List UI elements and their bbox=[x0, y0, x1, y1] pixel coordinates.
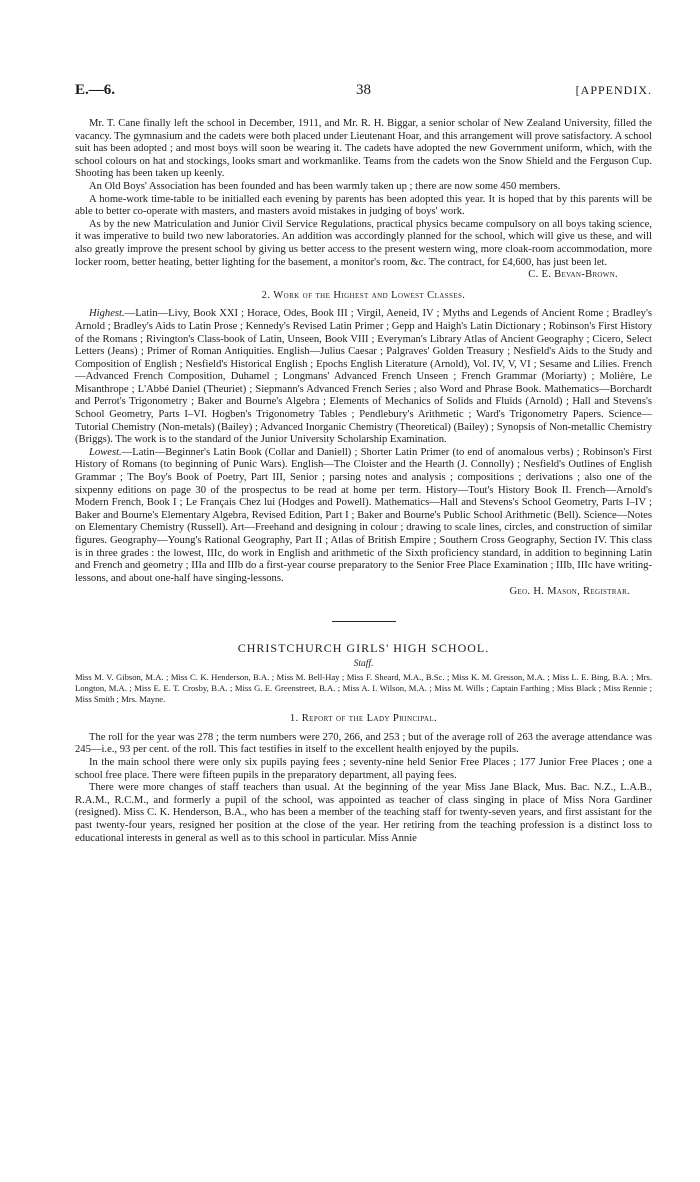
report-title: 1. Report of the Lady Principal. bbox=[289, 713, 438, 725]
registrar-signature: Geo. H. Mason, Registrar. bbox=[509, 586, 630, 598]
paragraph: A home-work time-table to be initialled each evening by parents has been adopted this year. It is hoped that by this parents will be able to better co-operate with masters, and masters avoid mistakes in judging of boys' work. bbox=[75, 193, 652, 218]
lowest-class-paragraph bbox=[75, 447, 652, 586]
page-header bbox=[75, 84, 652, 102]
classes-section bbox=[75, 290, 652, 599]
staff-heading: Staff. bbox=[353, 658, 374, 669]
page-number: 38 bbox=[356, 82, 371, 98]
girls-school-section bbox=[75, 642, 652, 845]
lowest-text: —Latin—Beginner's Latin Book (Collar and Daniell) ; Shorter Latin Primer (to end of anomalous verbs) ; Robinson's First History of Romans (to beginning of Punic Wars). English—The Cloister and the Hearth (J. Connolly) ; Nesfield's Outlines of English Grammar ; The Boy's Book of Poetry, Part III, Senior ; parsing notes and analysis ; compositions ; derivations ; also one of the sixpenny editions on page 30 of the prospectus to be read at home per term. History—Tout's History Book II. French—Arnold's Modern French, Book I ; Le Français Chez lui (Hodges and Powell). Mathematics—Hall and Stevens's School Geometry, Parts I–IV ; Baker and Bourne's Elementary Algebra, Revised Edition, Part I ; Baker and Bourne's Public School Arithmetic (Bell). Science—Notes on Elementary Chemistry (Russell). Art—Freehand and designing in colour ; drawing to scale lines, circles, and construction of similar figures. Geography—Young's Rational Geography, Part II ; Atlas of British Empire ; Southern Cross Geography, Section IV. This class is in three grades : the lowest, IIIc, do work in English and arithmetic of the Sixth proficiency standard, in addition to beginning Latin and French and geometry ; IIIa and IIIb do a first-year course preparatory to the Senior Free Place Examination ; IIIb, IIIc have writing-lessons, and about one-half have singing-lessons. bbox=[75, 446, 652, 584]
signature: C. E. Bevan-Brown. bbox=[528, 269, 618, 281]
page-body bbox=[75, 118, 652, 845]
paragraph: Mr. T. Cane finally left the school in December, 1911, and Mr. R. H. Biggar, a senior scholar of New Zealand University, filled the vacancy. The gymnasium and the cadets were both placed under Lieutenant Hoar, and this arrangement will prove satisfactory. A school suit has been adopted ; and most boys will soon be wearing it. The cadets have adopted the new Government uniform, which, with the school colours on hat and stockings, looks smart and workmanlike. Teams from the cadets won the Snow Shield and the Ferguson Cup. Shooting has been taken up keenly. bbox=[75, 118, 652, 180]
school-title: CHRISTCHURCH GIRLS' HIGH SCHOOL. bbox=[237, 640, 490, 655]
section-divider bbox=[332, 621, 396, 622]
paragraph: The roll for the year was 278 ; the term numbers were 270, 266, and 253 ; but of the average roll of 263 the average attendance was 245—i.e., 93 per cent. of the roll. This fact testifies in itself to the excellent health enjoyed by the pupils. bbox=[75, 731, 652, 756]
highest-text: —Latin—Livy, Book XXI ; Horace, Odes, Book III ; Virgil, Aeneid, IV ; Myths and Legends of Ancient Rome ; Bradley's Arnold ; Bradley's Aids to Latin Prose ; Kennedy's Revised Latin Primer ; Gepp and Haigh's Latin Dictionary ; Robinson's First History of the Romans ; Rivington's Class-book of Latin, Unseen, Book VIII ; Everyman's Library Atlas of Ancient Geography ; Cicero, Select Letters (Jeans) ; Primer of Roman Antiquities. English—Julius Caesar ; Palgraves' Golden Treasury ; Nesfield's Aids to the Study and Composition of English ; Nesfield's Historical English ; Epochs English Literature (Arnold), Vol. IV, V, VI ; Sesame and Lilies. French—Advanced French Composition, Duhamel ; Longmans' Advanced French Unseen ; French Grammar (Moriarty) ; Molière, Le Misanthrope ; L'Abbé Daniel (Theuriet) ; Siepmann's Advanced French Series ; also Word and Phrase Book. Mathematics—Borchardt and Perrot's Trigonometry ; Baker and Bourne's Algebra ; Elements of Mechanics of Solids and Fluids (Arnold) ; Hall and Stevens's School Geometry, Parts I–VI. Hogben's Trigonometry Tables ; Pendlebury's Arithmetic ; Ward's Trigonometry Papers. Science—Tutorial Chemistry (Non-metals) (Bailey) ; Advanced Inorganic Chemistry (Theoretical) (Bailey) ; Synopsis of Non-metallic Chemistry (Briggs). The work is to the standard of the Junior University Scholarship Examination. bbox=[75, 308, 652, 446]
paragraph: In the main school there were only six pupils paying fees ; seventy-nine held Senior Free Places ; 177 Junior Free Places ; one a school free place. There were fifteen pupils in the preparatory department, all paying fees. bbox=[75, 756, 652, 781]
paragraph: As by the new Matriculation and Junior Civil Service Regulations, practical physics became compulsory on all boys taking science, it was imperative to build two new laboratories. An addition was accordingly planned for the school, which will give us these, and will also greatly improve the present school by giving us better access to the present western wing, more cloak-room accommodation, more locker room, better heating, better lighting for the basement, a monitor's room, &c. The contract, for £4,600, has just been let. bbox=[75, 218, 652, 268]
paragraph: There were more changes of staff teachers than usual. At the beginning of the year Miss Jane Black, Mus. Bac. N.Z., L.A.B., R.A.M., R.C.M., and formerly a pupil of the school, was appointed as teacher of class singing in place of Miss Nora Gardiner (resigned). Miss C. K. Henderson, B.A., who has been a member of the teaching staff for twenty-seven years, and first assistant for the past twenty-four years, resigned her position at the close of the year. Her retiring from the teaching profession is a distinct loss to educational interests in general as well as to this school in particular. Miss Annie bbox=[75, 782, 652, 844]
lowest-label: Lowest. bbox=[89, 446, 122, 458]
boys-school-report bbox=[75, 118, 652, 282]
document-code: E.—6. bbox=[75, 82, 116, 98]
paragraph: An Old Boys' Association has been founded and has been warmly taken up ; there are now some 450 members. bbox=[89, 180, 561, 192]
highest-class-paragraph bbox=[75, 308, 652, 447]
staff-list: Miss M. V. Gibson, M.A. ; Miss C. K. Henderson, B.A. ; Miss M. Bell-Hay ; Miss F. Sheard, M.A., B.Sc. ; Miss K. M. Gresson, M.A. ; Miss L. E. Bing, B.A. ; Mrs. Longton, M.A. ; Miss E. E. T. Crosby, B.A. ; Miss G. E. Greenstreet, B.A. ; Miss A. I. Wilson, M.A. ; Miss M. Wills ; Captain Farthing ; Miss Black ; Miss Rennie ; Miss Smith ; Mrs. Mayne. bbox=[75, 672, 652, 705]
highest-label: Highest. bbox=[89, 308, 125, 320]
section-title: 2. Work of the Highest and Lowest Classes. bbox=[261, 289, 466, 301]
appendix-label: [APPENDIX. bbox=[575, 83, 652, 97]
